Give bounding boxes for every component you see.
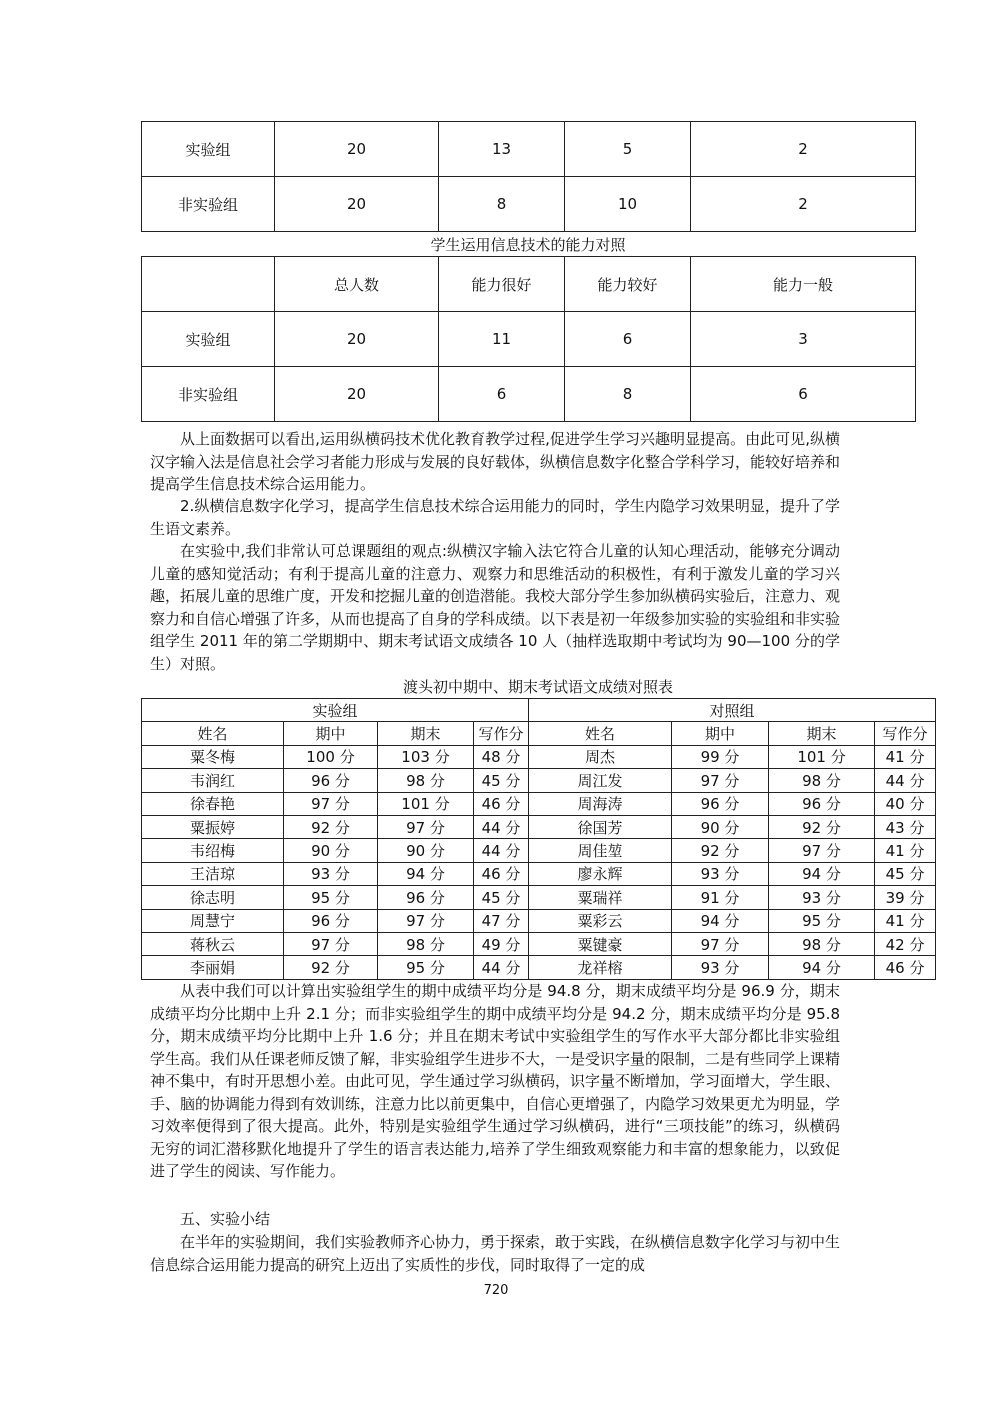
table-cell: 98 分 [769, 932, 875, 955]
table-cell: 96 分 [672, 792, 769, 815]
body-paragraph: 在半年的实验期间，我们实验教师齐心协力，勇于探索，敢于实践，在纵横信息数字化学习与初中生信息综合运用能力提高的研究上迈出了实质性的步伐，同时取得了一定的成 [150, 1233, 841, 1274]
table-cell: 周慧宁 [142, 909, 284, 932]
table-cell: 90 分 [672, 815, 769, 838]
table-caption: 学生运用信息技术的能力对照 [430, 236, 626, 254]
table-cell: 44 分 [474, 815, 529, 838]
group-header-control: 对照组 [529, 699, 936, 722]
table-cell: 90 分 [284, 839, 378, 862]
table-cell: 45 分 [474, 886, 529, 909]
table-cell: 97 分 [672, 932, 769, 955]
table-header-row [142, 257, 916, 312]
table-cell: 实验组 [142, 122, 275, 177]
table-row [142, 312, 916, 367]
table-cell: 3 [691, 312, 916, 367]
table-cell: 92 分 [284, 815, 378, 838]
table-cell: 粟彩云 [529, 909, 672, 932]
table-cell: 廖永辉 [529, 862, 672, 885]
table-cell: 94 分 [378, 862, 474, 885]
table-row [142, 792, 936, 815]
table-cell: 98 分 [378, 769, 474, 792]
table-cell: 90 分 [378, 839, 474, 862]
table-header-cell: 期末 [378, 722, 474, 745]
table-cell: 李丽娟 [142, 956, 284, 979]
page-number: 720 [483, 1283, 509, 1298]
table-cell: 46 分 [875, 956, 936, 979]
table-cell: 周江发 [529, 769, 672, 792]
table-cell: 97 分 [378, 815, 474, 838]
table-cell: 96 分 [284, 909, 378, 932]
table-caption: 渡头初中期中、期末考试语文成绩对照表 [402, 678, 673, 696]
table-cell: 94 分 [769, 862, 875, 885]
table-cell: 2 [691, 177, 916, 232]
table-header-cell: 期末 [769, 722, 875, 745]
table-cell: 45 分 [875, 862, 936, 885]
table-cell: 20 [275, 177, 439, 232]
table-cell: 44 分 [474, 956, 529, 979]
body-paragraph: 2.纵横信息数字化学习，提高学生信息技术综合运用能力的同时，学生内隐学习效果明显，提升了学生语文素养。 [150, 497, 840, 538]
table-cell: 6 [565, 312, 691, 367]
table-cell: 98 分 [378, 932, 474, 955]
table-row [142, 177, 916, 232]
table-cell: 粟键豪 [529, 932, 672, 955]
table-header-cell [142, 257, 275, 312]
table-cell: 粟瑞祥 [529, 886, 672, 909]
table-cell: 周海涛 [529, 792, 672, 815]
table-cell: 41 分 [875, 745, 936, 768]
table-row [142, 769, 936, 792]
ability-table [141, 256, 916, 422]
table-cell: 20 [275, 367, 439, 422]
table-cell: 徐志明 [142, 886, 284, 909]
score-table-body [142, 745, 936, 979]
table-cell: 徐国芳 [529, 815, 672, 838]
table-row [142, 932, 936, 955]
table-cell: 13 [439, 122, 565, 177]
table-cell: 48 分 [474, 745, 529, 768]
table-header-cell: 能力较好 [565, 257, 691, 312]
table-cell: 非实验组 [142, 177, 275, 232]
table-cell: 99 分 [672, 745, 769, 768]
table-cell: 92 分 [284, 956, 378, 979]
table-cell: 94 分 [672, 909, 769, 932]
table-cell: 43 分 [875, 815, 936, 838]
table-cell: 46 分 [474, 862, 529, 885]
table-cell: 41 分 [875, 839, 936, 862]
table-cell: 非实验组 [142, 367, 275, 422]
table-row [142, 815, 936, 838]
body-paragraph: 从表中我们可以计算出实验组学生的期中成绩平均分是 94.8 分，期末成绩平均分是 96.9 分，期末成绩平均分比期中上升 2.1 分；而非实验组学生的期中成绩平均分是 94.2 分，期末成绩平均分是 95.8 分，期末成绩平均分比期中上升 1.6 分；并且在期末考试中实验组学生的写作水平大部分都比非实验组学生高。我们从任课老师反馈了解，非实验组学生进步不大，一是受识字量的限制，二是有些同学上课精神不集中，有时开思想小差。由此可见，学生通过学习纵横码，识字量不断增加，学习面增大，学生眼、手、脑的协调能力得到有效训练，注意力比以前更集中，自信心更增强了，内隐学习效果更尤为明显，学习效率便得到了很大提高。此外，特别是实验组学生通过学习纵横码，进行“三项技能”的练习，纵横码无穷的词汇潜移默化地提升了学生的语言表达能力,培养了学生细致观察能力和丰富的想象能力，以致促进了学生的阅读、写作能力。 [150, 982, 841, 1180]
table-cell: 96 分 [378, 886, 474, 909]
table-header-cell: 写作分 [474, 722, 529, 745]
table-cell: 徐春艳 [142, 792, 284, 815]
table-cell: 40 分 [875, 792, 936, 815]
table-row [142, 367, 916, 422]
table-cell: 91 分 [672, 886, 769, 909]
score-comparison-table [141, 698, 936, 980]
body-paragraph: 从上面数据可以看出,运用纵横码技术优化教育教学过程,促进学生学习兴趣明显提高。由此可见,纵横汉字输入法是信息社会学习者能力形成与发展的良好载体，纵横信息数字化整合学科学习，能较好培养和提高学生信息技术综合运用能力。 [150, 430, 841, 493]
table-cell: 6 [439, 367, 565, 422]
table-cell: 粟冬梅 [142, 745, 284, 768]
table-cell: 8 [439, 177, 565, 232]
table-header-cell: 姓名 [142, 722, 284, 745]
table-cell: 44 分 [474, 839, 529, 862]
table-cell: 10 [565, 177, 691, 232]
table-cell: 101 分 [769, 745, 875, 768]
table-cell: 95 分 [284, 886, 378, 909]
group-header-row [142, 699, 936, 722]
table-cell: 8 [565, 367, 691, 422]
table-cell: 97 分 [378, 909, 474, 932]
table-row [142, 745, 936, 768]
table-cell: 45 分 [474, 769, 529, 792]
table-header-cell: 能力一般 [691, 257, 916, 312]
table-cell: 46 分 [474, 792, 529, 815]
table-cell: 周杰 [529, 745, 672, 768]
table-header-row [142, 722, 936, 745]
table-row [142, 886, 936, 909]
table-cell: 92 分 [672, 839, 769, 862]
table-cell: 20 [275, 312, 439, 367]
table-cell: 92 分 [769, 815, 875, 838]
table-row [142, 839, 936, 862]
table-cell: 41 分 [875, 909, 936, 932]
body-paragraph: 在实验中,我们非常认可总课题组的观点:纵横汉字输入法它符合儿童的认知心理活动，能够充分调动儿童的感知觉活动；有利于提高儿童的注意力、观察力和思维活动的积极性，有利于激发儿童的学习兴趣，拓展儿童的思维广度，开发和挖掘儿童的创造潜能。我校大部分学生参加纵横码实验后，注意力、观察力和自信心增强了许多，从而也提高了自身的学科成绩。以下表是初一年级参加实验的实验组和非实验组学生 2011 年的第二学期期中、期末考试语文成绩各 10 人（抽样选取期中考试均为 90—100 分的学生）对照。 [150, 542, 841, 673]
table-cell: 粟振婷 [142, 815, 284, 838]
table-cell: 蒋秋云 [142, 932, 284, 955]
table-header-cell: 写作分 [875, 722, 936, 745]
table-header-cell: 总人数 [275, 257, 439, 312]
table-cell: 95 分 [769, 909, 875, 932]
table-continued [141, 121, 916, 232]
section-heading: 五、实验小结 [180, 1210, 271, 1228]
table-cell: 龙祥榕 [529, 956, 672, 979]
table-cell: 2 [691, 122, 916, 177]
table-cell: 周佳堃 [529, 839, 672, 862]
table-cell: 11 [439, 312, 565, 367]
table-cell: 44 分 [875, 769, 936, 792]
table-cell: 47 分 [474, 909, 529, 932]
table-cell: 98 分 [769, 769, 875, 792]
table-cell: 101 分 [378, 792, 474, 815]
table-header-cell: 姓名 [529, 722, 672, 745]
table-cell: 5 [565, 122, 691, 177]
table-cell: 97 分 [769, 839, 875, 862]
table-cell: 93 分 [769, 886, 875, 909]
table-cell: 6 [691, 367, 916, 422]
table-cell: 20 [275, 122, 439, 177]
table-cell: 39 分 [875, 886, 936, 909]
table-row [142, 909, 936, 932]
table-cell: 95 分 [378, 956, 474, 979]
table-cell: 42 分 [875, 932, 936, 955]
table-cell: 实验组 [142, 312, 275, 367]
table-cell: 96 分 [284, 769, 378, 792]
group-header-experimental: 实验组 [142, 699, 529, 722]
table-cell: 96 分 [769, 792, 875, 815]
table-header-cell: 期中 [672, 722, 769, 745]
table-row [142, 862, 936, 885]
table-cell: 王洁琼 [142, 862, 284, 885]
table-cell: 93 分 [284, 862, 378, 885]
table-cell: 93 分 [672, 862, 769, 885]
table-cell: 103 分 [378, 745, 474, 768]
table-cell: 97 分 [284, 792, 378, 815]
table-cell: 49 分 [474, 932, 529, 955]
table-cell: 93 分 [672, 956, 769, 979]
table-cell: 韦绍梅 [142, 839, 284, 862]
table-cell: 97 分 [672, 769, 769, 792]
table-header-cell: 能力很好 [439, 257, 565, 312]
table-cell: 94 分 [769, 956, 875, 979]
table-header-cell: 期中 [284, 722, 378, 745]
table-cell: 97 分 [284, 932, 378, 955]
table-row [142, 956, 936, 979]
table-row [142, 122, 916, 177]
table-cell: 100 分 [284, 745, 378, 768]
table-cell: 韦润红 [142, 769, 284, 792]
